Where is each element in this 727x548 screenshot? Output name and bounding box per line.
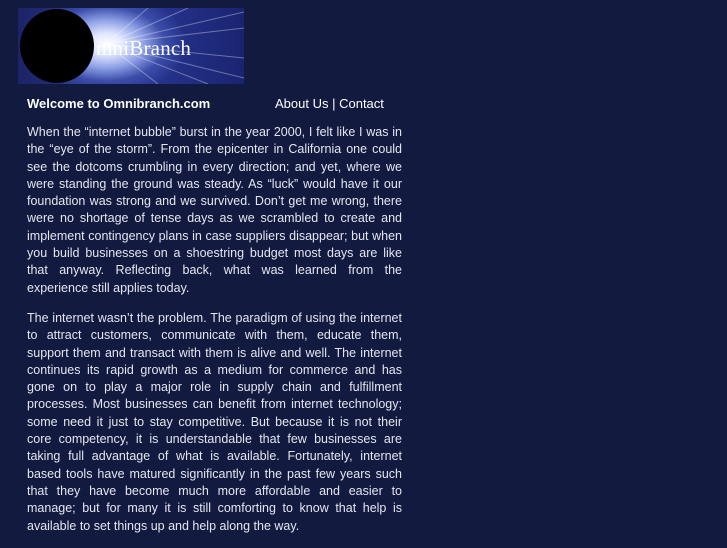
nav-link-about-us[interactable]: About Us [275,96,329,111]
welcome-heading: Welcome to Omnibranch.com [27,96,211,111]
omnibranch-logo[interactable] [18,8,244,84]
logo-circle-o [20,9,94,83]
paragraph-1: When the “internet bubble” burst in the year 2000, I felt like I was in the “eye of the storm”. From the epicenter in California one could see the dotcoms crumbling in every direction; and yet, where we were standing the ground was steady. As “luck” would have it our foundation was strong and we survived. Don’t get me wrong, there were no shortage of tense days as we scrambled to create and implement contingency plans in case suppliers disappear; but when you build businesses on a shoestring budget most days are like that anyway. Reflecting back, what was learned from the experience still applies today. [27,125,402,295]
nav-separator: | [328,96,340,111]
top-nav [275,96,384,111]
nav-link-contact[interactable]: Contact [339,96,384,111]
main-content [27,124,402,548]
logo-text: mniBranch [96,36,192,60]
header-row [27,96,401,114]
paragraph-2: The internet wasn’t the problem. The paradigm of using the internet to attract customers, communicate with them, educate them, support them and transact with them is alive and well. The internet continues its rapid growth as a medium for commerce and has gone on to play a major role in supply chain and fulfillment processes. Most businesses can benefit from internet technology; some need it just to stay competitive. But because it is not their core competency, it is understandable that few businesses are taking full advantage of what is available. Fortunately, internet based tools have matured significantly in the past few years such that they have become much more affordable and easier to manage; but for many it is still comforting to know that help is available to set things up and help along the way. [27,310,402,533]
